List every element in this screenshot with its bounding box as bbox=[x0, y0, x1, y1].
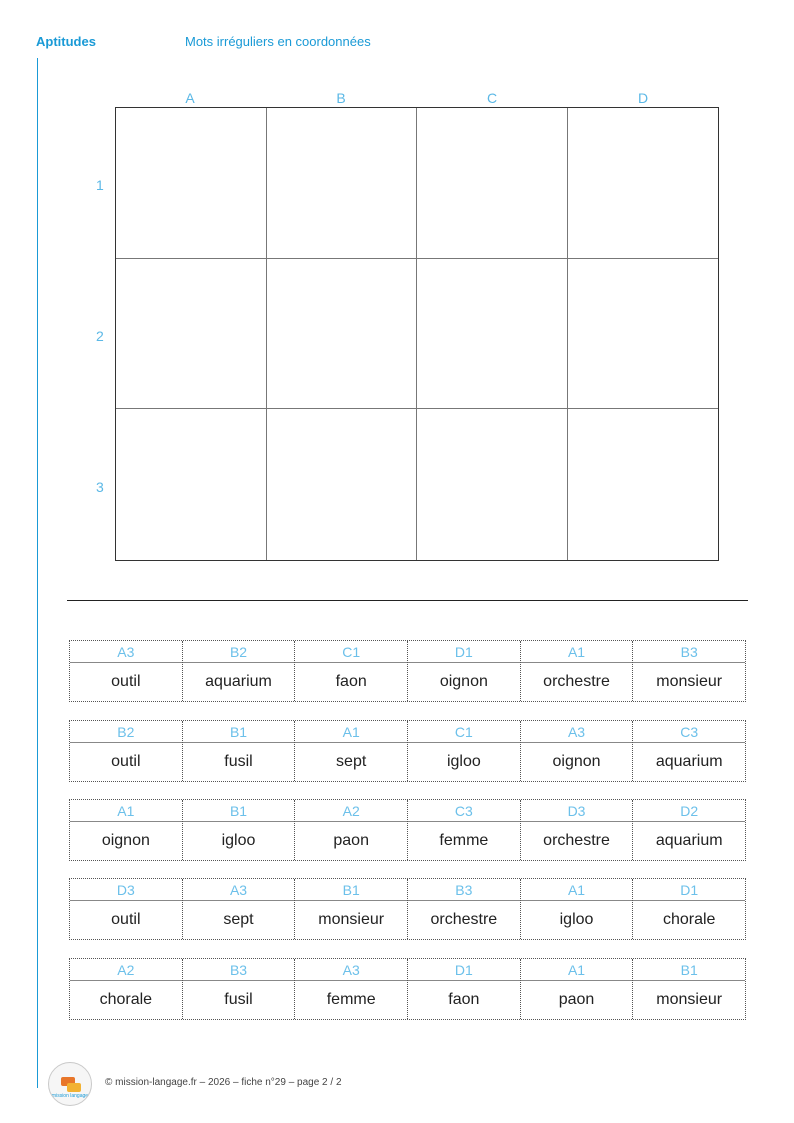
card-coordinate: D3 bbox=[521, 800, 633, 822]
card-coordinate: A2 bbox=[295, 800, 407, 822]
card-word: orchestre bbox=[430, 911, 498, 928]
grid-cell-c1[interactable] bbox=[417, 108, 568, 259]
grid-cell-b3[interactable] bbox=[267, 409, 418, 560]
word-card[interactable] bbox=[70, 959, 183, 1019]
word-card[interactable] bbox=[295, 879, 408, 939]
card-word: paon bbox=[558, 991, 595, 1008]
card-word: monsieur bbox=[656, 991, 723, 1008]
coordinate-grid bbox=[115, 107, 719, 561]
card-word: aquarium bbox=[655, 753, 723, 770]
word-card[interactable] bbox=[521, 721, 634, 781]
grid-cell-a3[interactable] bbox=[116, 409, 267, 560]
card-coordinate: D3 bbox=[70, 879, 182, 901]
mission-langage-logo-icon bbox=[48, 1062, 92, 1106]
word-card[interactable] bbox=[70, 879, 183, 939]
card-coordinate: A2 bbox=[70, 959, 182, 981]
word-card[interactable] bbox=[633, 721, 745, 781]
word-card[interactable] bbox=[70, 721, 183, 781]
card-word: oignon bbox=[439, 673, 488, 690]
word-card[interactable] bbox=[521, 641, 634, 701]
card-row-2 bbox=[69, 720, 746, 782]
card-word: femme bbox=[326, 991, 376, 1008]
word-card[interactable] bbox=[633, 800, 745, 860]
card-coordinate: D2 bbox=[633, 800, 745, 822]
word-card[interactable] bbox=[633, 959, 745, 1019]
column-label-c: C bbox=[486, 90, 498, 106]
cut-separator-line bbox=[67, 600, 748, 601]
word-card[interactable] bbox=[295, 959, 408, 1019]
word-card[interactable] bbox=[183, 959, 296, 1019]
word-card[interactable] bbox=[183, 879, 296, 939]
card-coordinate: B1 bbox=[633, 959, 745, 981]
card-word: monsieur bbox=[656, 673, 723, 690]
row-label-1: 1 bbox=[96, 177, 104, 193]
column-label-b: B bbox=[336, 90, 346, 106]
card-coordinate: C1 bbox=[408, 721, 520, 743]
card-word: faon bbox=[448, 991, 480, 1008]
card-word: sept bbox=[223, 911, 254, 928]
word-card[interactable] bbox=[295, 800, 408, 860]
grid-cell-c3[interactable] bbox=[417, 409, 568, 560]
card-word: chorale bbox=[662, 911, 716, 928]
card-coordinate: B2 bbox=[70, 721, 182, 743]
worksheet-title: Mots irréguliers en coordonnées bbox=[185, 34, 371, 49]
grid-cell-c2[interactable] bbox=[417, 259, 568, 410]
card-word: outil bbox=[111, 911, 141, 928]
card-coordinate: A1 bbox=[295, 721, 407, 743]
card-coordinate: A3 bbox=[70, 641, 182, 663]
card-word: oignon bbox=[552, 753, 601, 770]
card-word: aquarium bbox=[655, 832, 723, 849]
card-word: orchestre bbox=[543, 673, 610, 690]
word-card[interactable] bbox=[408, 959, 521, 1019]
word-card[interactable] bbox=[633, 641, 745, 701]
column-label-d: D bbox=[637, 90, 649, 106]
card-word: aquarium bbox=[205, 673, 272, 690]
card-word: sept bbox=[336, 753, 367, 770]
card-coordinate: A3 bbox=[521, 721, 633, 743]
card-row-1 bbox=[69, 640, 746, 702]
grid-cell-a2[interactable] bbox=[116, 259, 267, 410]
footer-copyright: © mission-langage.fr – 2026 – fiche n°29 – page 2 / 2 bbox=[105, 1077, 342, 1088]
card-word: fusil bbox=[224, 991, 253, 1008]
card-coordinate: C3 bbox=[633, 721, 745, 743]
card-word: outil bbox=[111, 673, 141, 690]
word-card[interactable] bbox=[408, 641, 521, 701]
word-card[interactable] bbox=[521, 800, 634, 860]
word-card[interactable] bbox=[295, 721, 408, 781]
card-coordinate: A1 bbox=[521, 879, 633, 901]
card-word: fusil bbox=[224, 753, 253, 770]
card-coordinate: D1 bbox=[633, 879, 745, 901]
card-word: outil bbox=[111, 753, 141, 770]
card-coordinate: A3 bbox=[295, 959, 407, 981]
word-card[interactable] bbox=[70, 800, 183, 860]
row-label-2: 2 bbox=[96, 328, 104, 344]
card-row-3 bbox=[69, 799, 746, 861]
card-coordinate: A1 bbox=[521, 641, 633, 663]
grid-cell-d3[interactable] bbox=[568, 409, 719, 560]
word-card[interactable] bbox=[408, 721, 521, 781]
card-word: oignon bbox=[101, 832, 150, 849]
grid-cell-a1[interactable] bbox=[116, 108, 267, 259]
grid-cell-d2[interactable] bbox=[568, 259, 719, 410]
card-word: igloo bbox=[221, 832, 256, 849]
category-label: Aptitudes bbox=[36, 34, 96, 49]
card-coordinate: A1 bbox=[521, 959, 633, 981]
card-coordinate: D1 bbox=[408, 959, 520, 981]
word-card[interactable] bbox=[295, 641, 408, 701]
card-coordinate: B1 bbox=[183, 721, 295, 743]
card-word: chorale bbox=[99, 991, 153, 1008]
logo-text: mission langage bbox=[51, 1093, 89, 1099]
card-coordinate: C1 bbox=[295, 641, 407, 663]
column-label-a: A bbox=[185, 90, 195, 106]
card-coordinate: B2 bbox=[183, 641, 295, 663]
card-word: faon bbox=[335, 673, 367, 690]
card-word: femme bbox=[439, 832, 489, 849]
card-coordinate: B3 bbox=[408, 879, 520, 901]
left-margin-rule bbox=[37, 58, 38, 1088]
word-card[interactable] bbox=[521, 879, 634, 939]
word-card[interactable] bbox=[183, 641, 296, 701]
card-word: orchestre bbox=[543, 832, 610, 849]
grid-cell-b2[interactable] bbox=[267, 259, 418, 410]
grid-cell-b1[interactable] bbox=[267, 108, 418, 259]
word-card[interactable] bbox=[408, 879, 521, 939]
card-coordinate: A1 bbox=[70, 800, 182, 822]
card-coordinate: B1 bbox=[183, 800, 295, 822]
word-card[interactable] bbox=[408, 800, 521, 860]
word-card[interactable] bbox=[183, 800, 296, 860]
card-word: igloo bbox=[559, 911, 594, 928]
card-coordinate: A3 bbox=[183, 879, 295, 901]
row-label-3: 3 bbox=[96, 479, 104, 495]
word-card[interactable] bbox=[521, 959, 634, 1019]
word-card[interactable] bbox=[183, 721, 296, 781]
card-row-4 bbox=[69, 878, 746, 940]
card-word: monsieur bbox=[318, 911, 385, 928]
word-card[interactable] bbox=[70, 641, 183, 701]
grid-cell-d1[interactable] bbox=[568, 108, 719, 259]
card-coordinate: C3 bbox=[408, 800, 520, 822]
card-coordinate: B3 bbox=[183, 959, 295, 981]
card-word: igloo bbox=[446, 753, 481, 770]
card-coordinate: B3 bbox=[633, 641, 745, 663]
card-coordinate: D1 bbox=[408, 641, 520, 663]
card-word: paon bbox=[333, 832, 369, 849]
word-card[interactable] bbox=[633, 879, 745, 939]
card-coordinate: B1 bbox=[295, 879, 407, 901]
card-row-5 bbox=[69, 958, 746, 1020]
